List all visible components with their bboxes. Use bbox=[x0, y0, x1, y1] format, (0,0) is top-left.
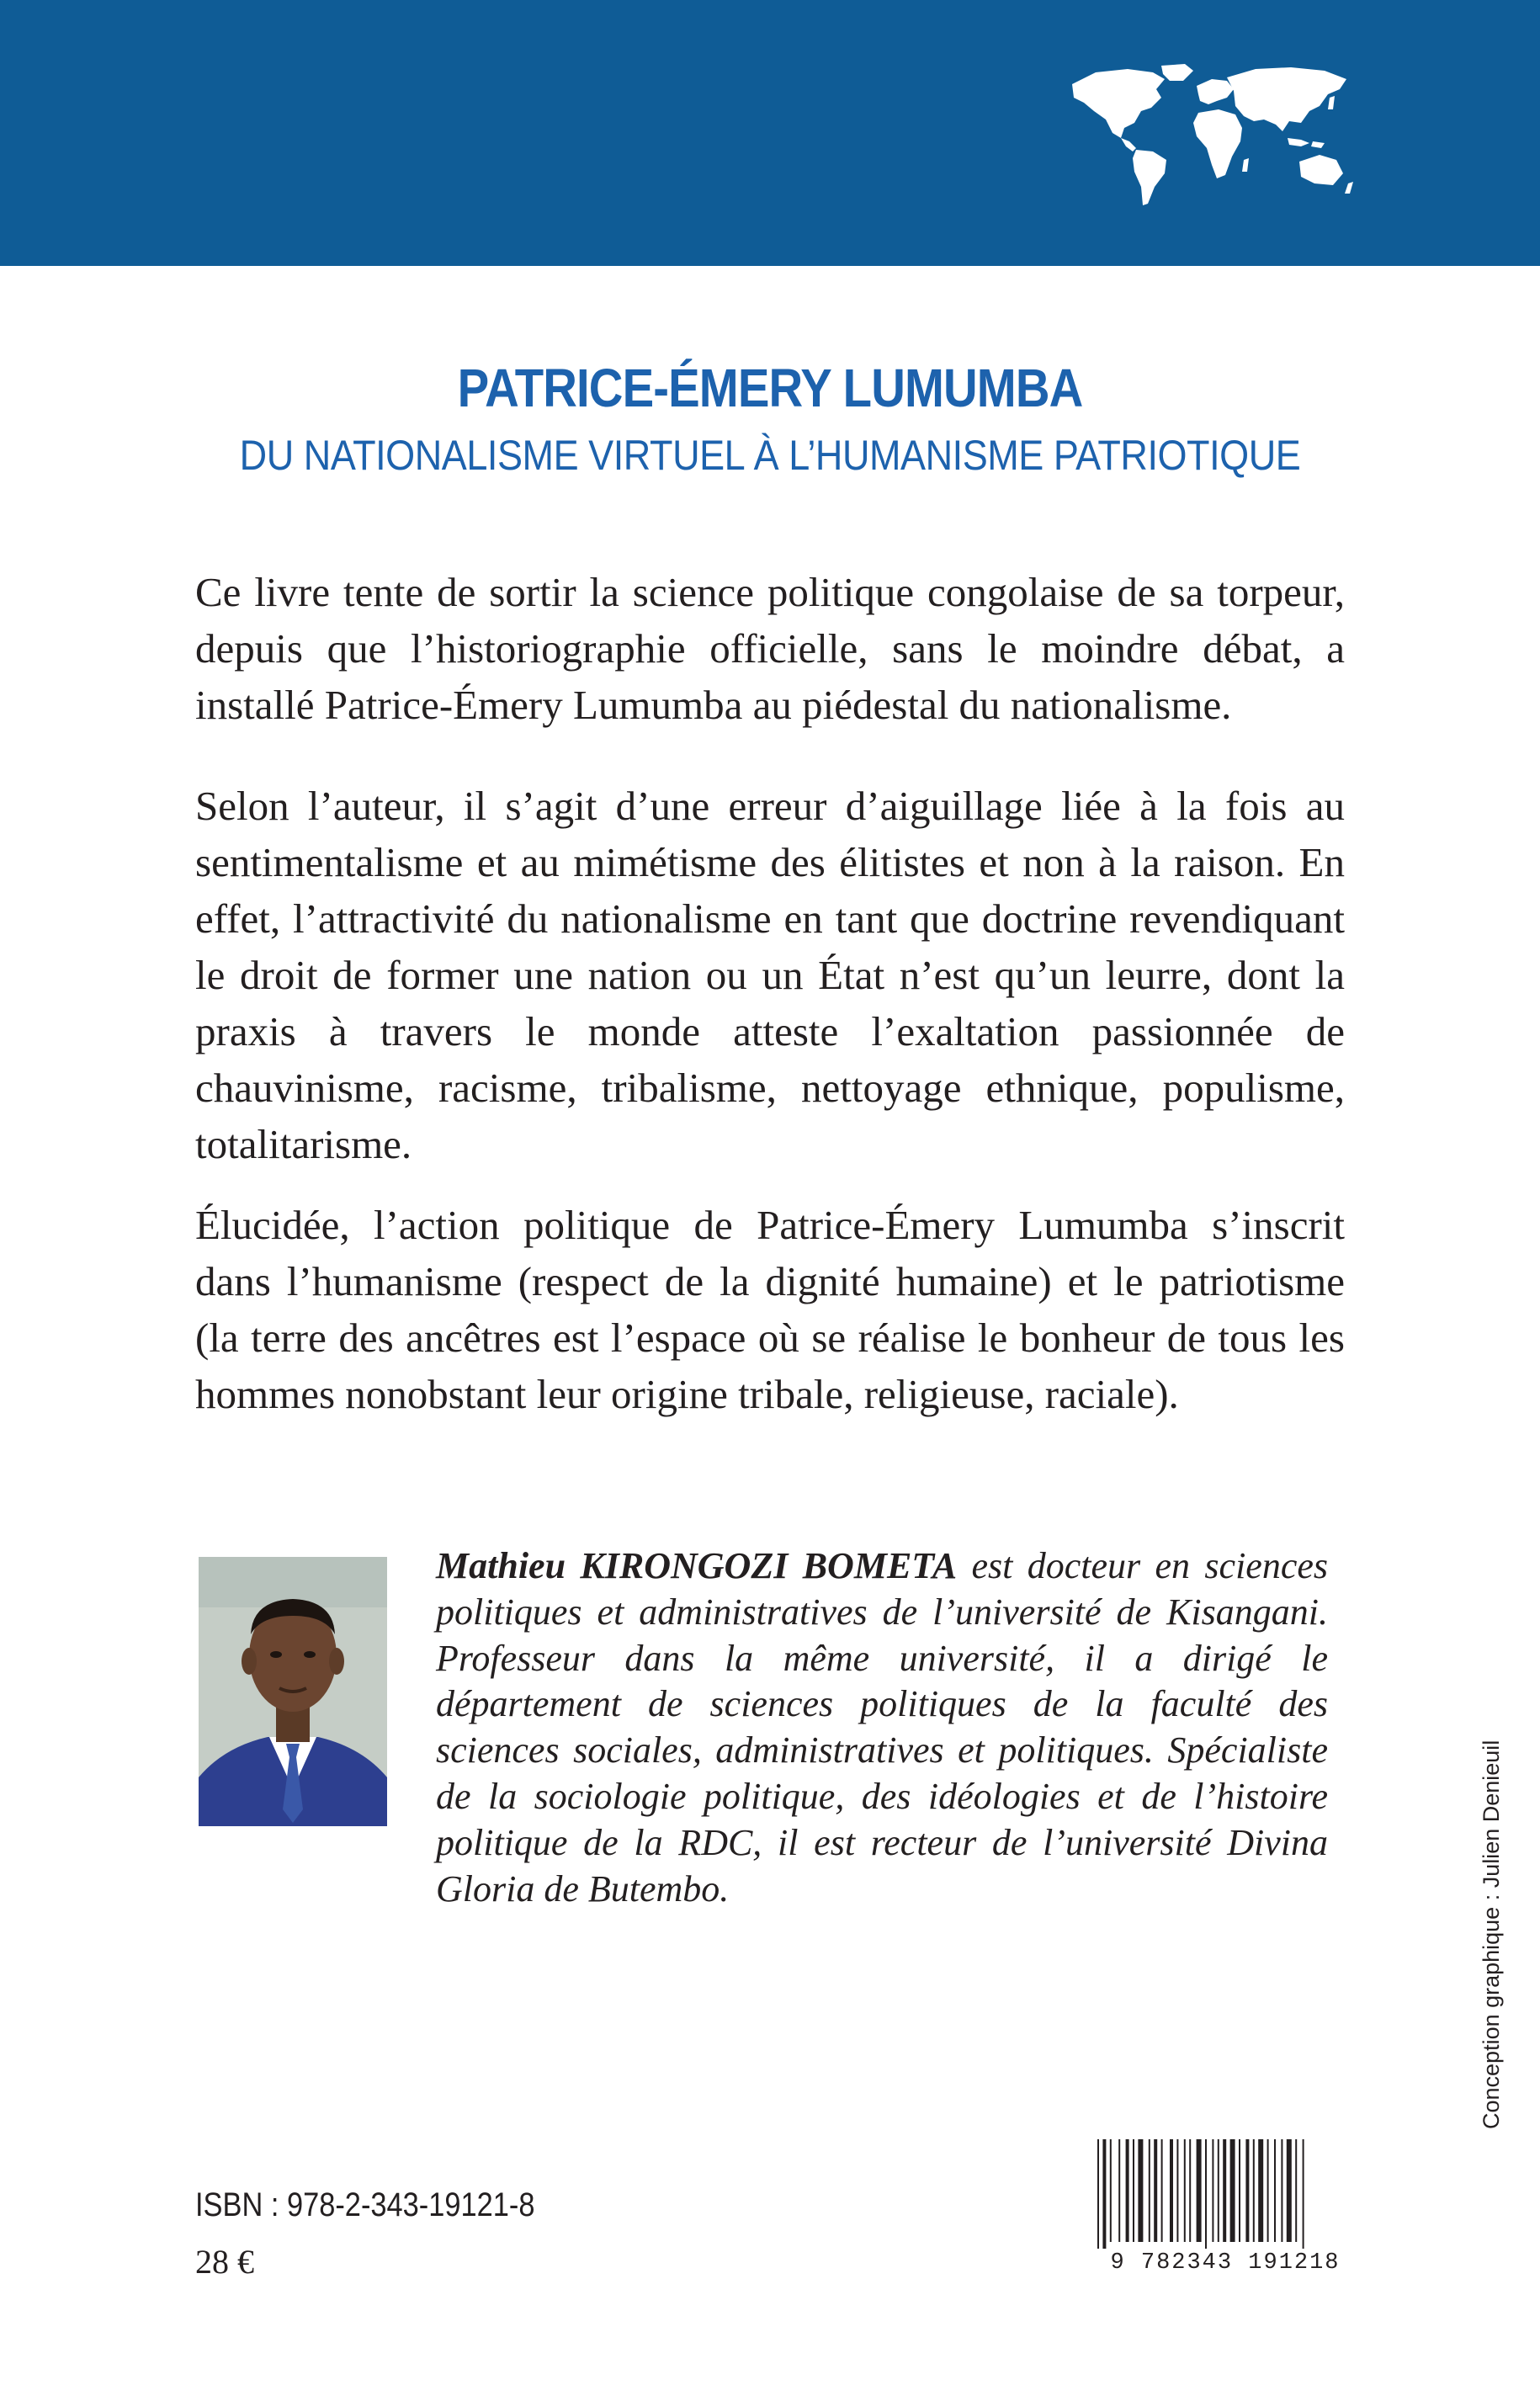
barcode-bar bbox=[1230, 2139, 1235, 2242]
barcode-bar bbox=[1138, 2139, 1143, 2242]
barcode-bar bbox=[1189, 2139, 1191, 2242]
barcode-bar bbox=[1118, 2139, 1120, 2242]
author-bio bbox=[436, 1543, 1328, 1912]
barcode-bar bbox=[1149, 2139, 1150, 2242]
top-band bbox=[0, 0, 1540, 266]
price: 28 € bbox=[195, 2243, 254, 2281]
book-title: PATRICE-ÉMERY LUMUMBA bbox=[457, 358, 1083, 418]
barcode-bar bbox=[1161, 2139, 1163, 2242]
barcode-bar bbox=[1184, 2139, 1186, 2242]
author-photo bbox=[199, 1557, 387, 1826]
barcode-bar bbox=[1218, 2139, 1219, 2242]
isbn: ISBN : 978-2-343-19121-8 bbox=[195, 2186, 535, 2223]
barcode bbox=[1091, 2139, 1360, 2282]
design-credit: Conception graphique : Julien Denieuil bbox=[1479, 1740, 1504, 2129]
barcode-bar bbox=[1110, 2139, 1112, 2242]
barcode-bar bbox=[1133, 2139, 1134, 2242]
barcode-bar bbox=[1176, 2139, 1178, 2242]
barcode-bar bbox=[1253, 2139, 1255, 2242]
barcode-bar bbox=[1258, 2139, 1263, 2242]
barcode-bar bbox=[1170, 2139, 1173, 2242]
world-map-icon bbox=[1062, 61, 1357, 212]
blurb-paragraph-1: Ce livre tente de sortir la science politique congolaise de sa torpeur, depuis que l’historiographie officielle, sans le moindre débat, a installé Patrice-Émery Lumumba au piédestal du nationalisme. bbox=[195, 569, 1345, 728]
barcode-bar bbox=[1223, 2139, 1226, 2242]
barcode-bar bbox=[1303, 2139, 1304, 2249]
barcode-bar bbox=[1239, 2139, 1240, 2242]
blurb-paragraph-2: Selon l’auteur, il s’agit d’une erreur d’aiguillage liée à la fois au sentimentalisme et au mimétisme des élitistes et non à la raison. En effet, l’attractivité du nationalisme en tant que doctrine revendiquant le droit de former une nation ou un État n’est qu’un leurre, dont la praxis à travers le monde atteste l’exaltation passionnée de chauvinisme, racisme, tribalisme, nettoyage ethnique, populisme, totalitarisme. bbox=[195, 783, 1345, 1167]
barcode-bar bbox=[1102, 2139, 1106, 2249]
barcode-bar bbox=[1126, 2139, 1129, 2242]
author-bio-text: est docteur en sciences politiques et administratives de l’université de Kisangani. Professeur dans la même université, il a dirigé le département de sciences politiques de la faculté des sciences sociales, administratives et politiques. Spécialiste de la sociologie politique, des idéologies et de l’histoire politique de la RDC, il est recteur de l’université Divina Gloria de Butembo. bbox=[436, 1545, 1328, 1910]
barcode-bar bbox=[1205, 2139, 1207, 2249]
blurb-paragraph-3: Élucidée, l’action politique de Patrice-Émery Lumumba s’inscrit dans l’humanisme (respect de la dignité humaine) et le patriotisme (la terre des ancêtres est l’espace où se réalise le bonheur de tous les hommes nonobstant leur origine tribale, religieuse, raciale). bbox=[195, 1202, 1345, 1417]
barcode-bar bbox=[1281, 2139, 1282, 2242]
barcode-bar bbox=[1287, 2139, 1292, 2242]
barcode-bars bbox=[1091, 2139, 1360, 2249]
book-subtitle: DU NATIONALISME VIRTUEL À L’HUMANISME PATRIOTIQUE bbox=[239, 432, 1301, 479]
barcode-bar bbox=[1154, 2139, 1157, 2242]
barcode-bar bbox=[1295, 2139, 1297, 2242]
barcode-bar bbox=[1245, 2139, 1249, 2242]
barcode-bar bbox=[1212, 2139, 1213, 2242]
barcode-bar bbox=[1274, 2139, 1276, 2242]
author-name: Mathieu KIRONGOZI BOMETA bbox=[436, 1545, 958, 1586]
barcode-digits: 9 782343 191218 bbox=[1110, 2250, 1341, 2276]
barcode-bar bbox=[1197, 2139, 1202, 2242]
barcode-bar bbox=[1267, 2139, 1269, 2242]
barcode-bar bbox=[1097, 2139, 1099, 2249]
